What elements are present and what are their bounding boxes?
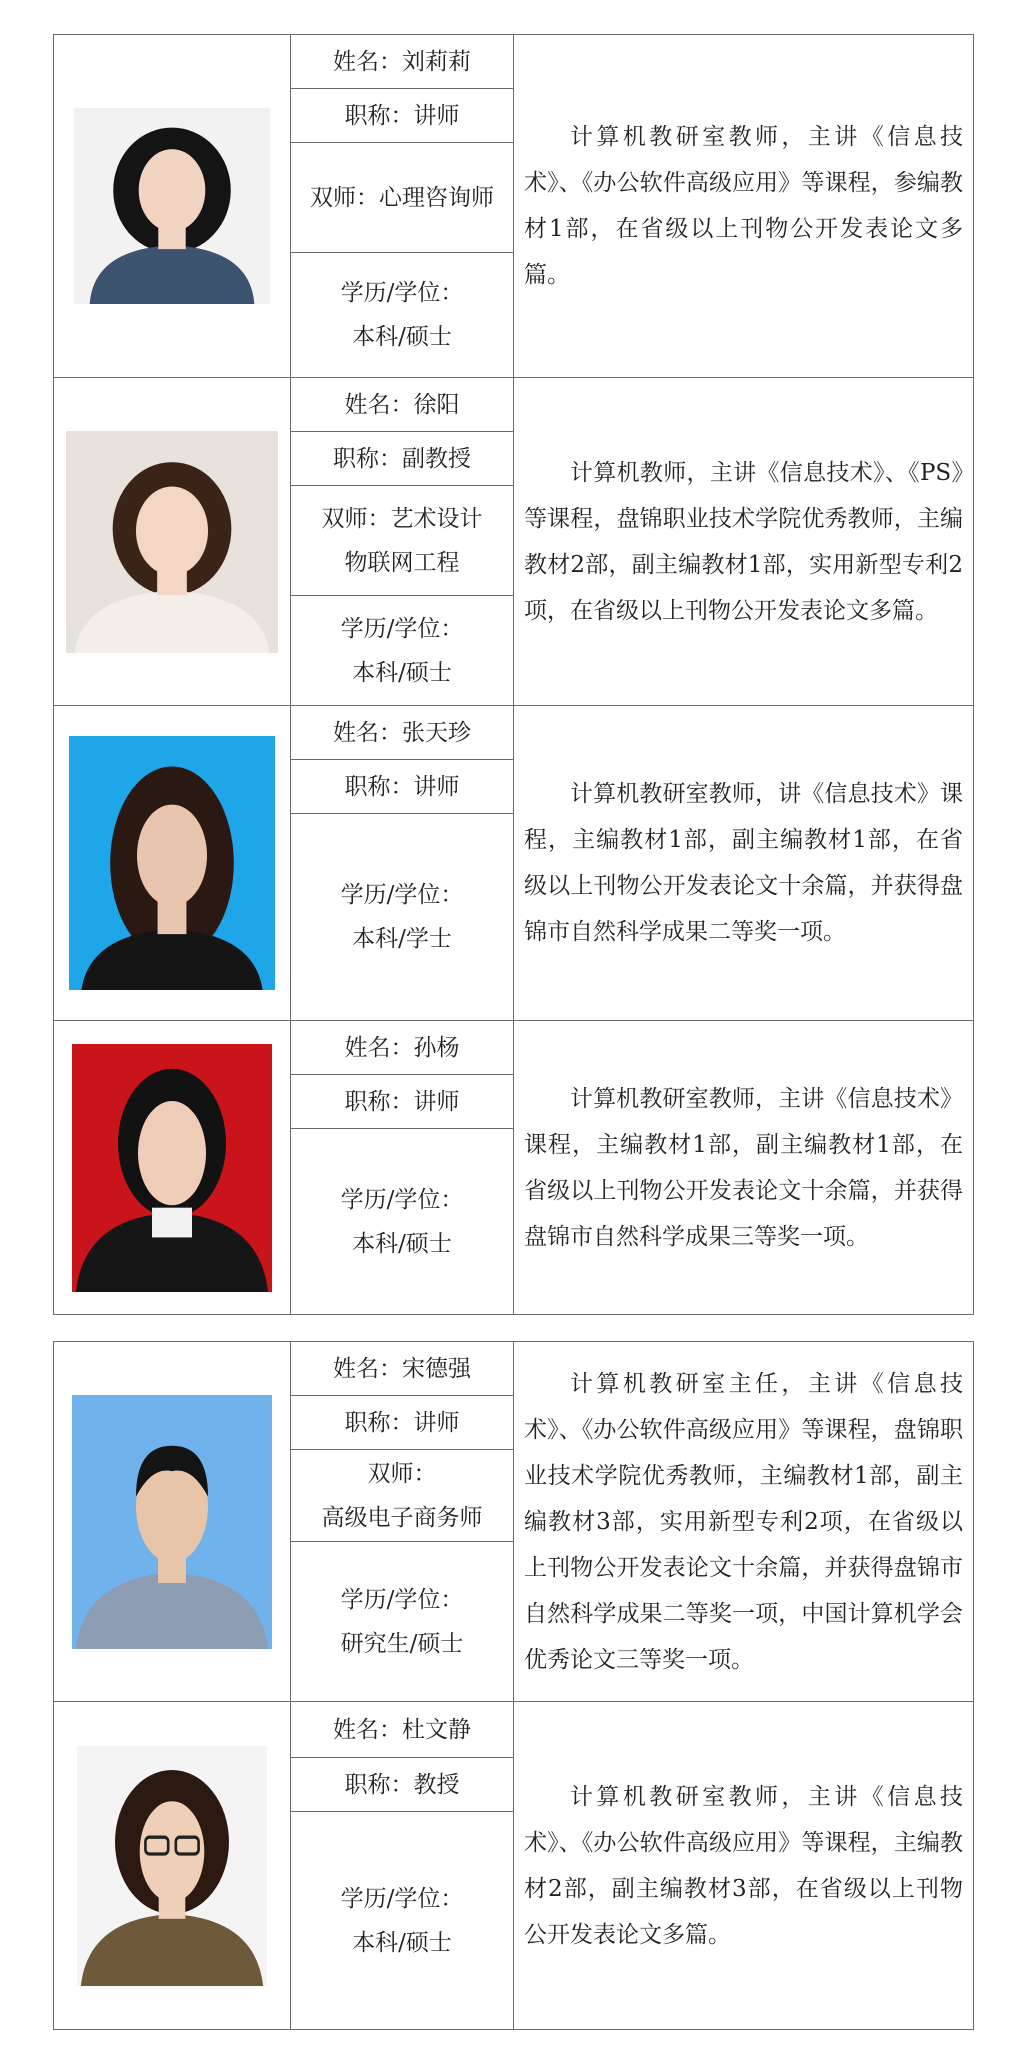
education-cell — [291, 1812, 514, 2030]
teacher-photo — [77, 1746, 267, 1986]
name-cell: 姓名：杜文静 — [291, 1702, 514, 1758]
photo-cell — [54, 706, 291, 1021]
photo-cell — [54, 1021, 291, 1315]
photo-cell — [54, 378, 291, 706]
dual-line-2: 物联网工程 — [344, 549, 460, 576]
education-cell — [291, 253, 514, 378]
teacher-table-2 — [53, 1341, 974, 2030]
teacher-table-1 — [53, 34, 974, 1315]
dual-line-1: 双师：艺术设计 — [321, 505, 483, 532]
description-text: 计算机教研室教师，主讲《信息技术》、《办公软件高级应用》等课程，主编教材2部，副主编教材3部，在省级以上刊物公开发表论文多篇。 — [524, 1783, 963, 1948]
education-value: 研究生/硕士 — [340, 1630, 464, 1657]
teacher-photo — [72, 1044, 272, 1292]
dual-label: 双师： — [367, 1460, 437, 1487]
dual-cell — [291, 486, 514, 596]
title-cell: 职称：教授 — [291, 1758, 514, 1812]
description-cell — [514, 1702, 974, 2030]
photo-cell — [54, 1702, 291, 2030]
education-label: 学历/学位： — [340, 615, 464, 642]
education-value: 本科/硕士 — [352, 1929, 452, 1956]
education-cell — [291, 1129, 514, 1315]
teacher-photo — [69, 736, 275, 990]
education-value: 本科/硕士 — [352, 324, 452, 350]
description-text: 计算机教研室教师，主讲《信息技术》课程，主编教材1部，副主编教材1部，在省级以上刊物公开发表论文十余篇，并获得盘锦市自然科学成果三等奖一项。 — [524, 1085, 963, 1250]
name-cell: 姓名：徐阳 — [291, 378, 514, 432]
photo-cell — [54, 35, 291, 378]
description-text: 计算机教研室主任，主讲《信息技术》、《办公软件高级应用》等课程，盘锦职业技术学院优秀教师，主编教材1部，副主编教材3部，实用新型专利2项，在省级以上刊物公开发表论文十余篇，并获得盘锦市自然科学成果二等奖一项，中国计算机学会优秀论文三等奖一项。 — [524, 1370, 963, 1673]
title-cell: 职称：副教授 — [291, 432, 514, 486]
title-cell: 职称：讲师 — [291, 1396, 514, 1450]
education-cell — [291, 596, 514, 706]
description-text: 计算机教师，主讲《信息技术》、《PS》等课程，盘锦职业技术学院优秀教师，主编教材2部，副主编教材1部，实用新型专利2项，在省级以上刊物公开发表论文多篇。 — [524, 459, 963, 624]
education-value: 本科/硕士 — [352, 659, 452, 686]
dual-cell — [291, 1450, 514, 1542]
title-cell: 职称：讲师 — [291, 1075, 514, 1129]
education-label: 学历/学位： — [340, 1186, 464, 1213]
photo-cell — [54, 1342, 291, 1702]
education-cell — [291, 1542, 514, 1702]
description-cell — [514, 35, 974, 378]
title-cell: 职称：讲师 — [291, 760, 514, 814]
dual-value: 高级电子商务师 — [321, 1504, 483, 1531]
teacher-photo — [72, 1395, 272, 1649]
name-cell: 姓名：张天珍 — [291, 706, 514, 760]
description-cell — [514, 1021, 974, 1315]
education-label: 学历/学位： — [340, 1885, 464, 1912]
education-label: 学历/学位： — [340, 882, 464, 908]
education-cell — [291, 814, 514, 1021]
description-cell — [514, 1342, 974, 1702]
description-text: 计算机教研室教师，讲《信息技术》课程，主编教材1部，副主编教材1部，在省级以上刊物公开发表论文十余篇，并获得盘锦市自然科学成果二等奖一项。 — [524, 781, 963, 945]
name-cell: 姓名：宋德强 — [291, 1342, 514, 1396]
description-cell — [514, 706, 974, 1021]
education-value: 本科/硕士 — [352, 1230, 452, 1257]
education-label: 学历/学位： — [340, 1586, 464, 1613]
description-text: 计算机教研室教师，主讲《信息技术》、《办公软件高级应用》等课程，参编教材1部，在省级以上刊物公开发表论文多篇。 — [524, 124, 963, 288]
education-label: 学历/学位： — [340, 280, 464, 306]
name-cell: 姓名：刘莉莉 — [291, 35, 514, 89]
education-value: 本科/学士 — [352, 926, 452, 952]
teacher-photo — [66, 431, 278, 653]
teacher-photo — [74, 108, 270, 304]
description-cell — [514, 378, 974, 706]
name-cell: 姓名：孙杨 — [291, 1021, 514, 1075]
dual-cell: 双师：心理咨询师 — [291, 143, 514, 253]
title-cell: 职称：讲师 — [291, 89, 514, 143]
